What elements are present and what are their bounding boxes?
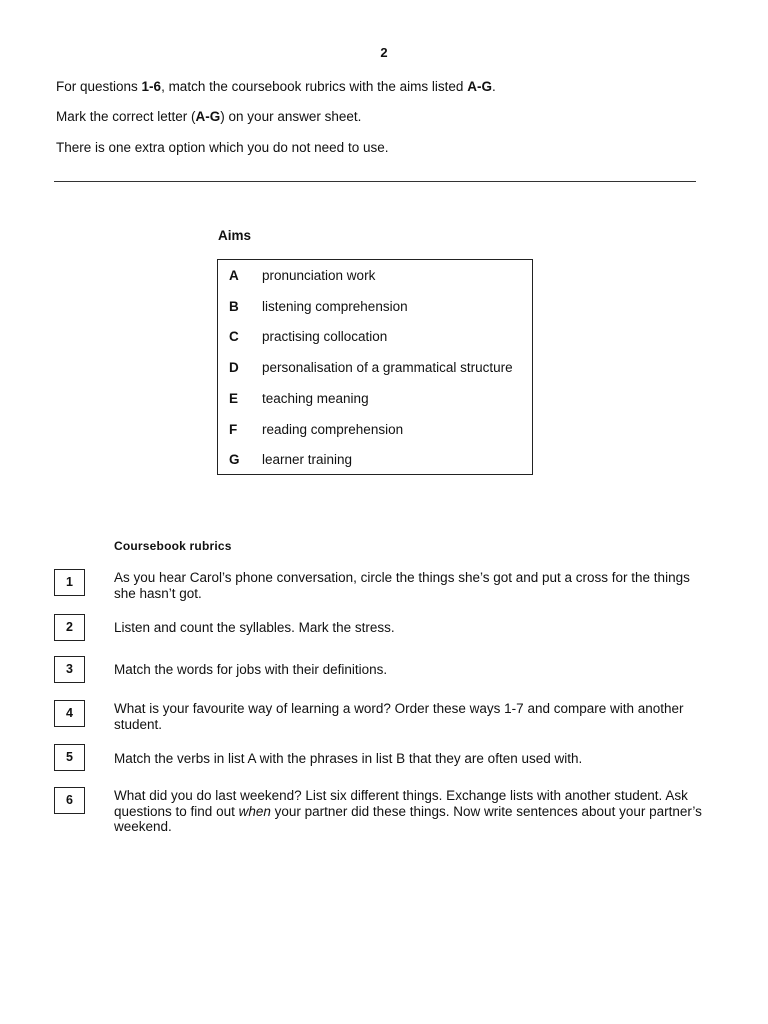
rubrics-heading: Coursebook rubrics: [114, 539, 232, 553]
rubric-text: What is your favourite way of learning a word? Order these ways 1-7 and compare with another student.: [114, 701, 684, 732]
rubric-emphasis: when: [238, 803, 271, 819]
aim-item: [218, 268, 532, 286]
aim-text: teaching meaning: [262, 391, 369, 406]
aim-item: [218, 391, 532, 409]
question-number-box: 4: [54, 700, 85, 727]
aim-item: [218, 422, 532, 440]
aim-letter: A: [229, 268, 239, 283]
aim-item: [218, 360, 532, 378]
aim-item: [218, 329, 532, 347]
aim-text: pronunciation work: [262, 268, 376, 283]
aim-letter: G: [229, 452, 240, 467]
instruction-text: ) on your answer sheet.: [220, 109, 362, 124]
aim-letter: C: [229, 329, 239, 344]
aim-item: [218, 299, 532, 317]
instruction-line-1: [56, 79, 496, 94]
instruction-text: For questions: [56, 79, 142, 94]
question-number-box: 1: [54, 569, 85, 596]
aim-item: [218, 452, 532, 470]
rubric-text-part: What did you do last weekend? List six different things. Exchange lists with another student. Ask questions to find out: [114, 788, 688, 819]
instruction-text: .: [491, 79, 496, 94]
aim-letter: E: [229, 391, 239, 406]
aim-letter: B: [229, 299, 239, 314]
instruction-line-3: There is one extra option which you do not need to use.: [56, 140, 389, 155]
question-number-box: 5: [54, 744, 85, 771]
rubric-text-part: your partner did these things. Now write sentences about your partner’s weekend.: [114, 803, 702, 834]
aim-text: learner training: [262, 452, 353, 467]
divider-line: [54, 181, 696, 182]
instruction-line-2: [56, 109, 361, 124]
question-number-box: 3: [54, 656, 85, 683]
aims-heading: Aims: [218, 228, 252, 243]
aim-letter: D: [229, 360, 239, 375]
aim-text: practising collocation: [262, 329, 388, 344]
question-number-box: 6: [54, 787, 85, 814]
instruction-text: Mark the correct letter (: [56, 109, 196, 124]
aim-text: reading comprehension: [262, 422, 404, 437]
rubric-text: Match the words for jobs with their definitions.: [114, 662, 388, 677]
rubric-text: Match the verbs in list A with the phrases in list B that they are often used with.: [114, 751, 583, 766]
aim-text: personalisation of a grammatical structure: [262, 360, 513, 375]
rubric-text: [114, 788, 704, 835]
letter-range: A-G: [195, 109, 221, 124]
aim-letter: F: [229, 422, 238, 437]
letter-range: A-G: [467, 79, 492, 94]
aim-text: listening comprehension: [262, 299, 408, 314]
question-number-box: 2: [54, 614, 85, 641]
rubric-text: As you hear Carol’s phone conversation, circle the things she’s got and put a cross for the things she hasn’t got.: [114, 570, 690, 601]
instruction-text: , match the coursebook rubrics with the aims listed: [161, 79, 468, 94]
aims-list-box: [217, 259, 533, 475]
page-number: 2: [380, 45, 388, 60]
question-range: 1-6: [141, 79, 162, 94]
rubric-text: Listen and count the syllables. Mark the stress.: [114, 620, 395, 635]
